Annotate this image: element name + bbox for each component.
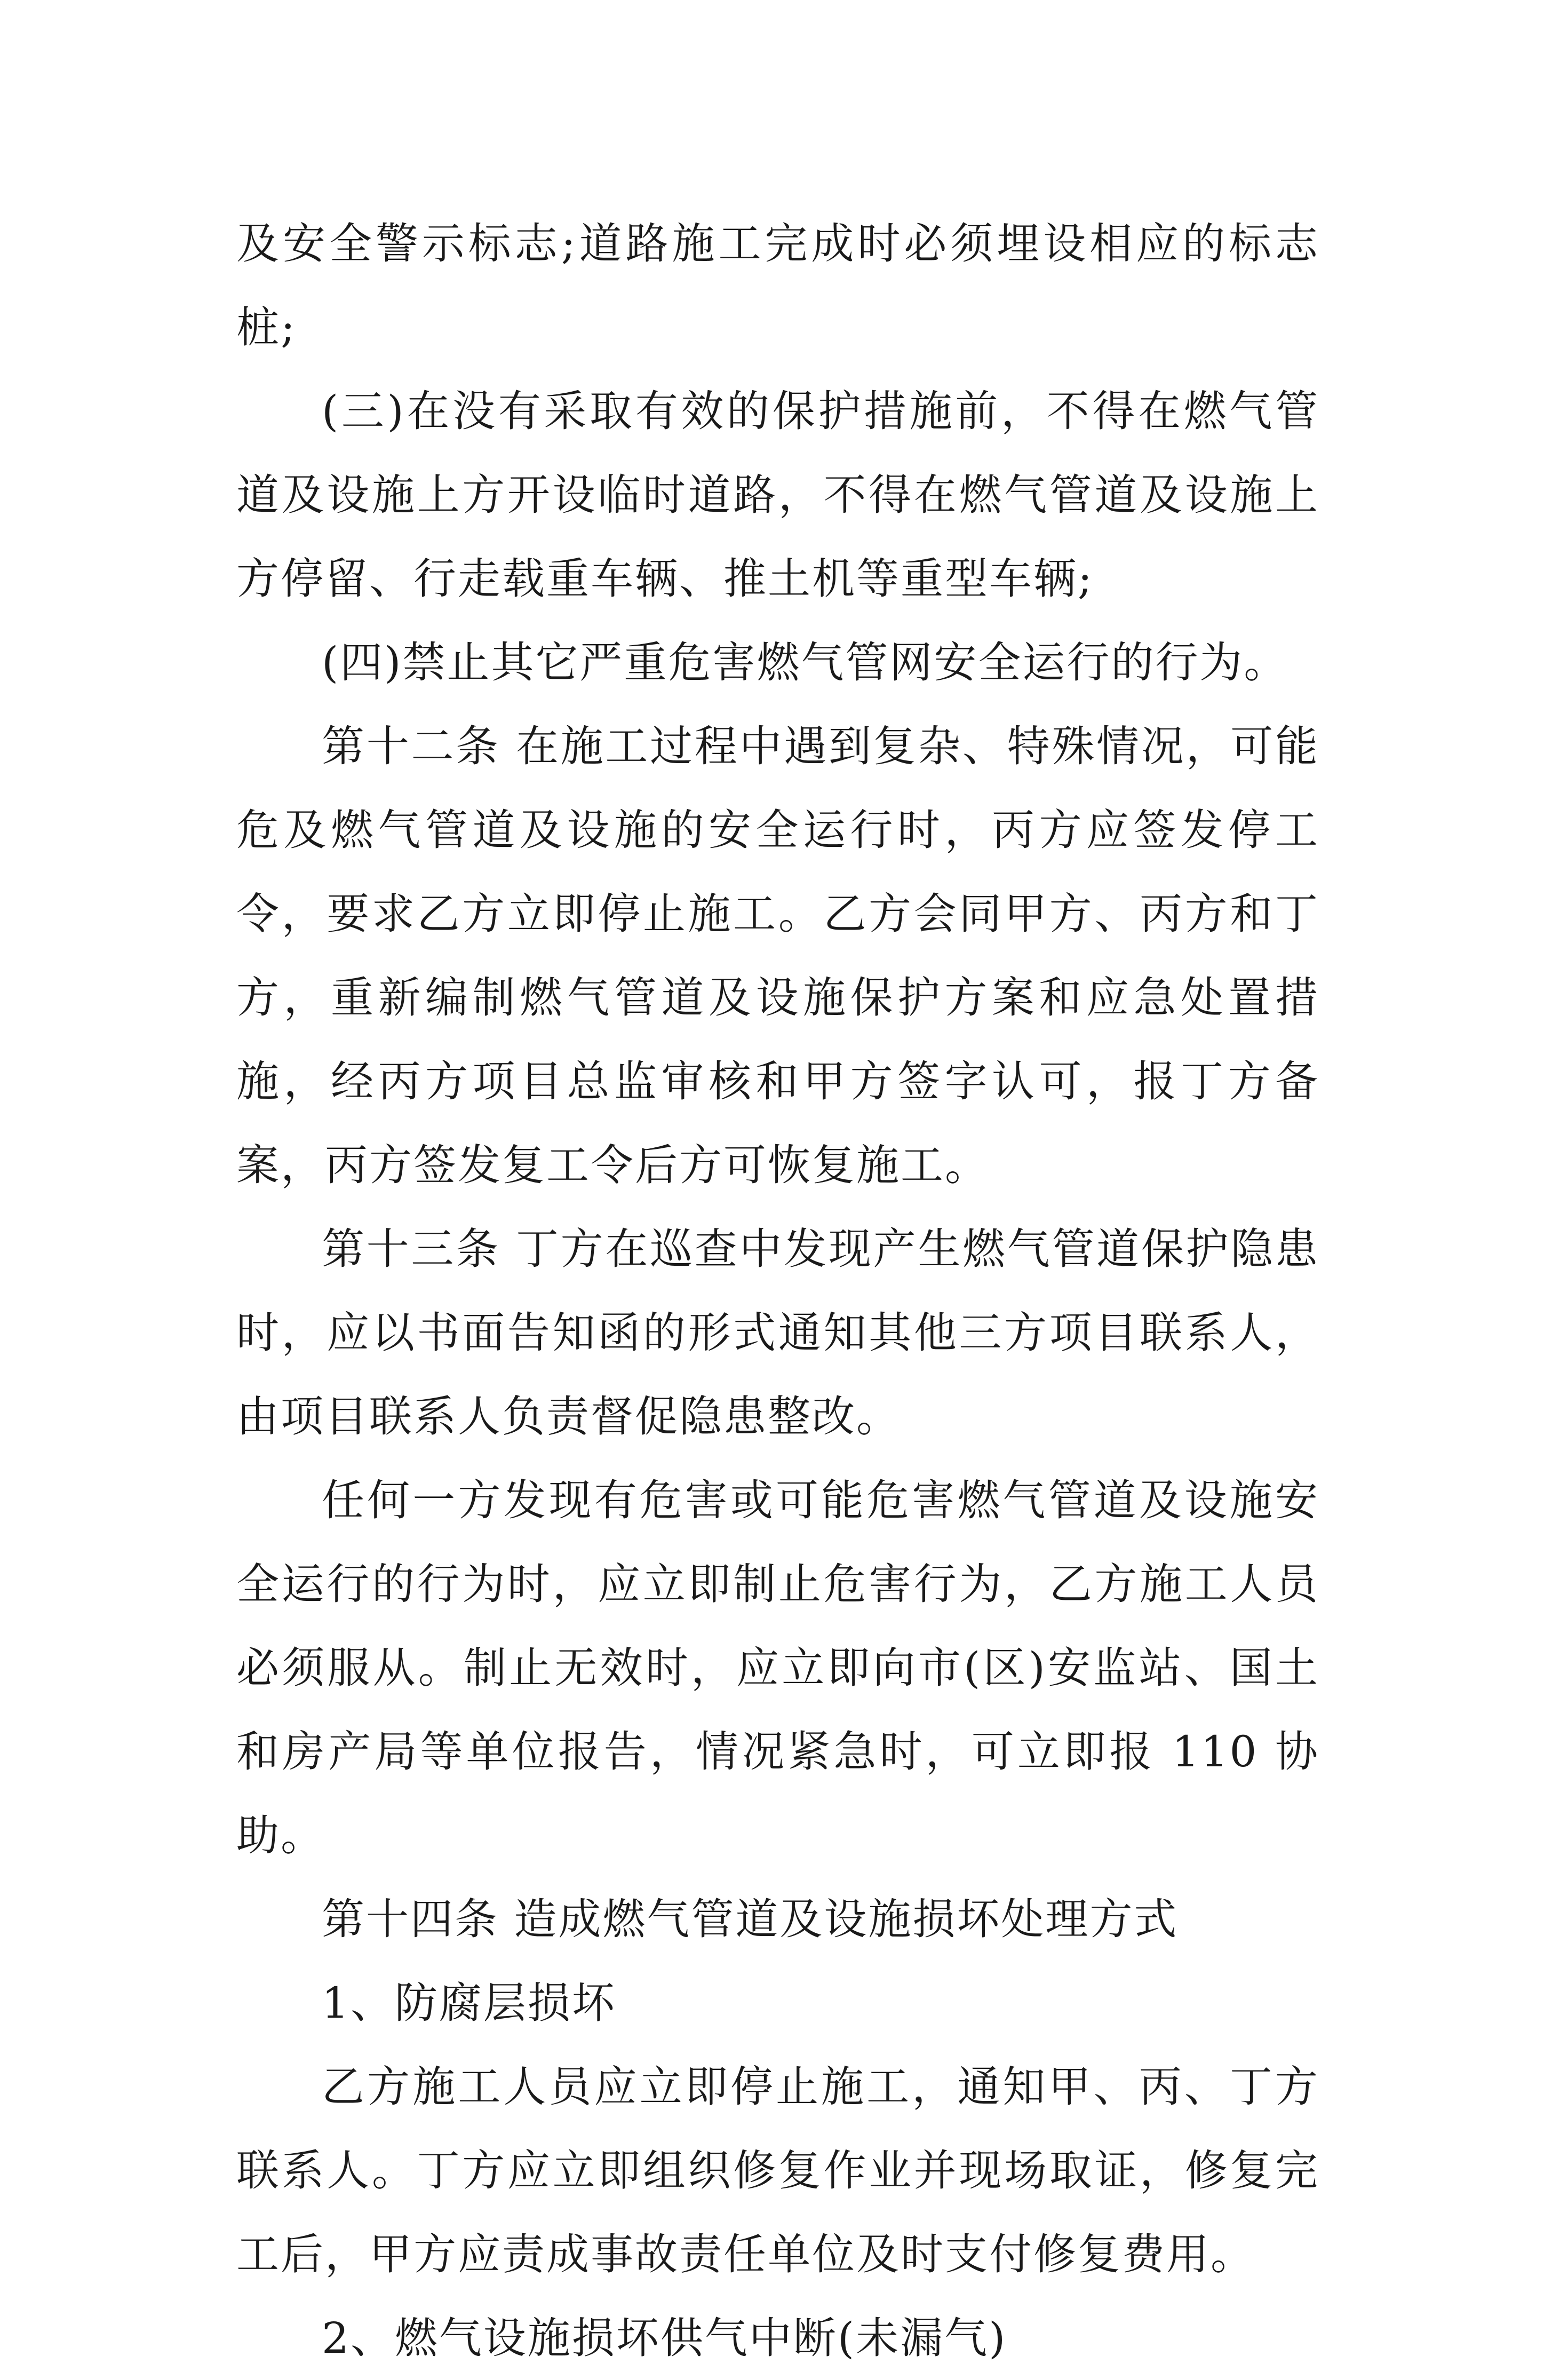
paragraph-8: 1、防腐层损坏 (322, 1978, 616, 2028)
paragraph-2: (三)在没有采取有效的保护措施前，不得在燃气管道及设施上方开设临时道路，不得在燃气管道及设施上方停留、行走载重车辆、推土机等重型车辆; (236, 386, 1319, 604)
paragraph-1: 及安全警示标志;道路施工完成时必须埋设相应的标志桩; (236, 219, 1319, 352)
paragraph-3: (四)禁止其它严重危害燃气管网安全运行的行为。 (322, 638, 1288, 687)
paragraph-5: 第十三条 丁方在巡查中发现产生燃气管道保护隐患时，应以书面告知函的形式通知其他三方项目联系人，由项目联系人负责督促隐患整改。 (236, 1224, 1319, 1441)
paragraph-4: 第十二条 在施工过程中遇到复杂、特殊情况，可能危及燃气管道及设施的安全运行时，丙方应签发停工令，要求乙方立即停止施工。乙方会同甲方、丙方和丁方，重新编制燃气管道及设施保护方案和应急处置措施，经丙方项目总监审核和甲方签字认可，报丁方备案，丙方签发复工令后方可恢复施工。 (236, 721, 1319, 1190)
paragraph-10: 2、燃气设施损坏供气中断(未漏气) (322, 2313, 1007, 2363)
document-body (236, 202, 1319, 2380)
paragraph-6: 任何一方发现有危害或可能危害燃气管道及设施安全运行的行为时，应立即制止危害行为，乙方施工人员必须服从。制止无效时，应立即向市(区)安监站、国土和房产局等单位报告，情况紧急时，可立即报 110 协助。 (236, 1475, 1319, 1860)
paragraph-9: 乙方施工人员应立即停止施工，通知甲、丙、丁方联系人。丁方应立即组织修复作业并现场取证，修复完工后，甲方应责成事故责任单位及时支付修复费用。 (236, 2062, 1319, 2279)
paragraph-7: 第十四条 造成燃气管道及设施损坏处理方式 (322, 1894, 1179, 1944)
